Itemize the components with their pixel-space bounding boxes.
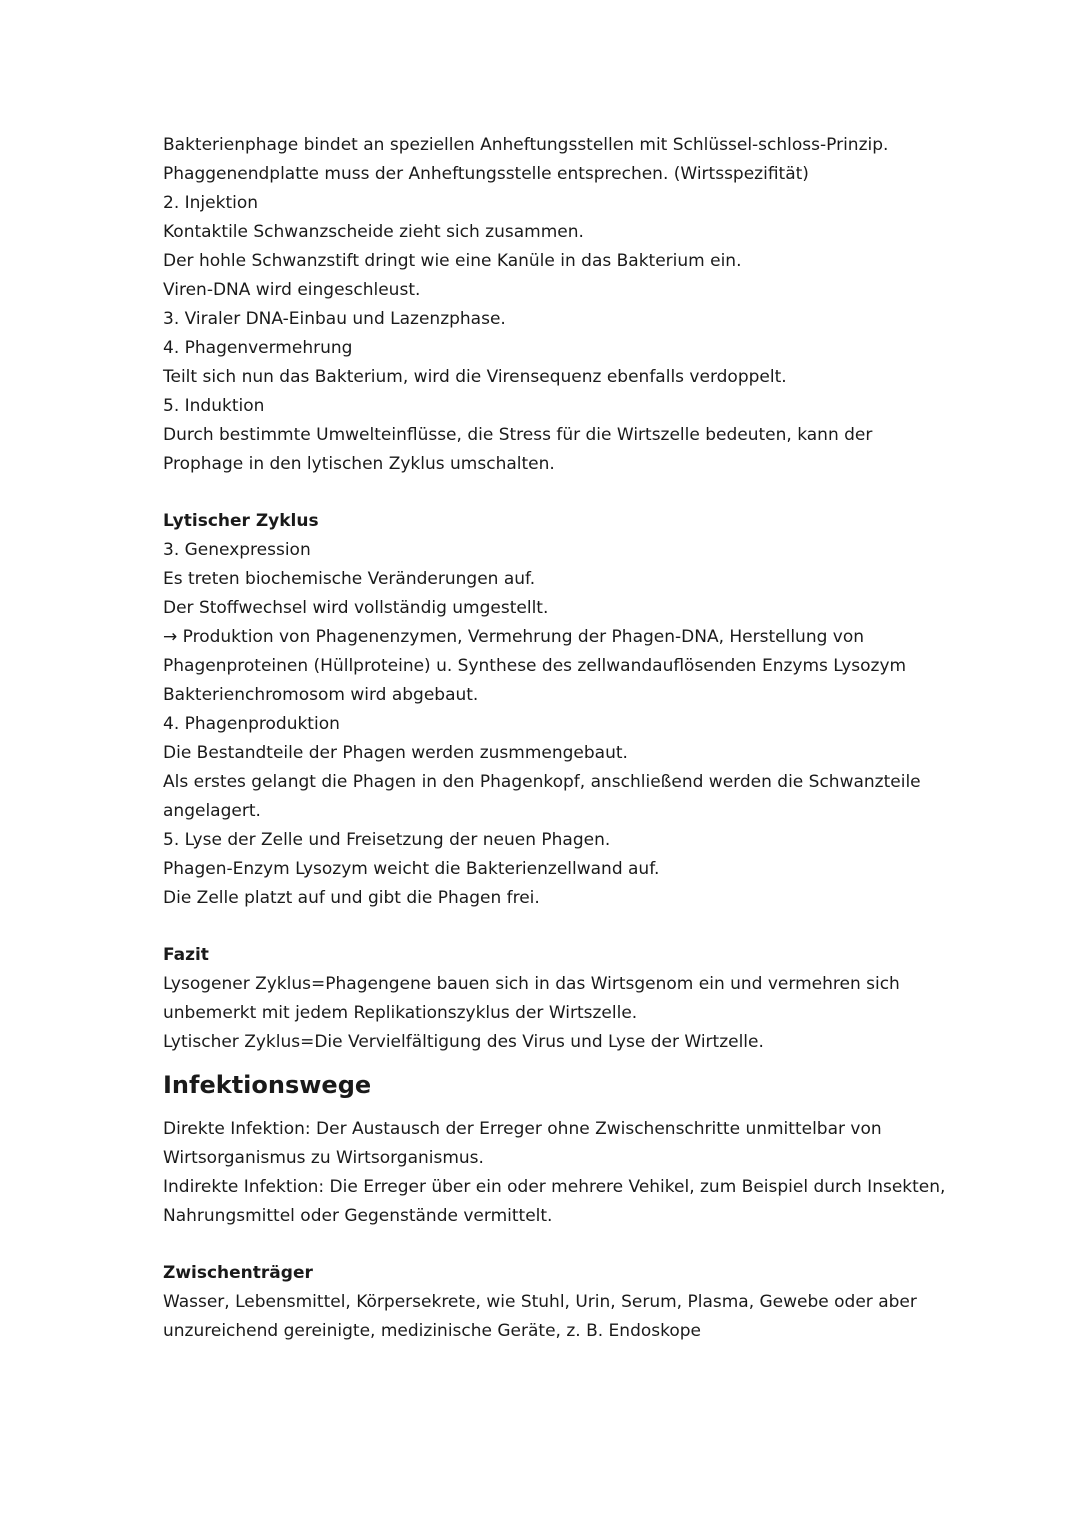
text-line: Phagen-Enzym Lysozym weicht die Bakterienzellwand auf. <box>163 859 660 879</box>
text-line: Durch bestimmte Umwelteinflüsse, die Stress für die Wirtszelle bedeuten, kann der <box>163 425 873 445</box>
text-line: Phagenproteinen (Hüllproteine) u. Synthese des zellwandauflösenden Enzyms Lysozym <box>163 656 907 676</box>
text-line: Als erstes gelangt die Phagen in den Phagenkopf, anschließend werden die Schwanzteile <box>163 772 921 792</box>
fazit-heading: Fazit <box>163 945 209 965</box>
text-line: Wasser, Lebensmittel, Körpersekrete, wie Stuhl, Urin, Serum, Plasma, Gewebe oder aber <box>163 1292 917 1312</box>
text-line: 4. Phagenproduktion <box>163 714 340 734</box>
zwischentraeger-section <box>163 1259 923 1346</box>
infektionswege-section <box>163 1057 946 1231</box>
text-line: Teilt sich nun das Bakterium, wird die Virensequenz ebenfalls verdoppelt. <box>163 367 787 387</box>
text-line: → Produktion von Phagenenzymen, Vermehrung der Phagen-DNA, Herstellung von <box>163 627 865 647</box>
spacer <box>163 1231 923 1259</box>
text-line: Wirtsorganismus zu Wirtsorganismus. <box>163 1148 484 1168</box>
text-line: Prophage in den lytischen Zyklus umschalten. <box>163 454 555 474</box>
text-line: Lysogener Zyklus=Phagengene bauen sich in das Wirtsgenom ein und vermehren sich <box>163 974 900 994</box>
text-line: Der hohle Schwanzstift dringt wie eine Kanüle in das Bakterium ein. <box>163 251 742 271</box>
lytic-heading: Lytischer Zyklus <box>163 511 319 531</box>
lytic-section <box>163 507 923 913</box>
text-line: 2. Injektion <box>163 193 259 213</box>
text-line: unbemerkt mit jedem Replikationszyklus der Wirtszelle. <box>163 1003 638 1023</box>
text-line: Viren-DNA wird eingeschleust. <box>163 280 421 300</box>
text-line: Indirekte Infektion: Die Erreger über ein oder mehrere Vehikel, zum Beispiel durch Insekten, <box>163 1177 946 1197</box>
text-line: Lytischer Zyklus=Die Vervielfältigung des Virus und Lyse der Wirtzelle. <box>163 1032 764 1052</box>
text-line: Es treten biochemische Veränderungen auf. <box>163 569 536 589</box>
text-line: 3. Viraler DNA-Einbau und Lazenzphase. <box>163 309 506 329</box>
text-line: angelagert. <box>163 801 261 821</box>
text-line: Die Zelle platzt auf und gibt die Phagen frei. <box>163 888 540 908</box>
text-line: unzureichend gereinigte, medizinische Geräte, z. B. Endoskope <box>163 1321 702 1341</box>
text-line: 5. Lyse der Zelle und Freisetzung der neuen Phagen. <box>163 830 611 850</box>
text-line: Bakterienphage bindet an speziellen Anheftungsstellen mit Schlüssel-schloss-Prinzip. <box>163 135 889 155</box>
text-line: Die Bestandteile der Phagen werden zusmmengebaut. <box>163 743 628 763</box>
text-line: 5. Induktion <box>163 396 265 416</box>
document-page <box>163 131 946 1346</box>
zwischentraeger-heading: Zwischenträger <box>163 1263 313 1283</box>
text-line: Phaggenendplatte muss der Anheftungsstelle entsprechen. (Wirtsspezifität) <box>163 164 809 184</box>
text-line: 4. Phagenvermehrung <box>163 338 353 358</box>
spacer <box>163 479 923 507</box>
text-line: Direkte Infektion: Der Austausch der Erreger ohne Zwischenschritte unmittelbar von <box>163 1119 882 1139</box>
infektionswege-heading: Infektionswege <box>163 1071 372 1099</box>
fazit-section <box>163 941 923 1057</box>
text-line: Kontaktile Schwanzscheide zieht sich zusammen. <box>163 222 584 242</box>
text-line: 3. Genexpression <box>163 540 311 560</box>
spacer <box>163 913 923 941</box>
intro-section <box>163 131 923 479</box>
text-line: Der Stoffwechsel wird vollständig umgestellt. <box>163 598 549 618</box>
text-line: Nahrungsmittel oder Gegenstände vermittelt. <box>163 1206 553 1226</box>
text-line: Bakterienchromosom wird abgebaut. <box>163 685 479 705</box>
